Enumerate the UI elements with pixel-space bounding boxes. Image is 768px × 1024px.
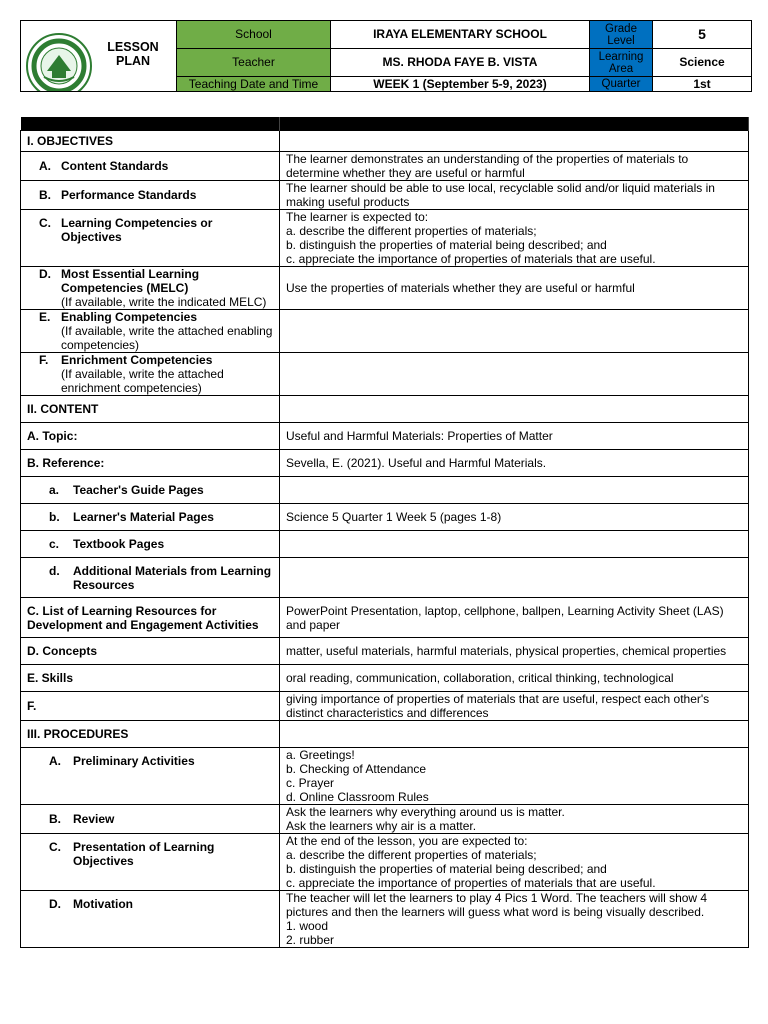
- content-standards-label: Content Standards: [61, 159, 169, 173]
- table-row: [21, 423, 749, 450]
- table-row: a. Teacher's Guide Pages: [21, 477, 749, 504]
- preliminary-activities-label: Preliminary Activities: [73, 754, 195, 768]
- additional-materials-label: Additional Materials from Learning Resources: [73, 563, 272, 592]
- logo-cell: [21, 21, 177, 92]
- learning-area-value: Science: [653, 49, 752, 77]
- learning-area-label: Learning Area: [590, 49, 653, 77]
- quarter-value: 1st: [653, 77, 752, 92]
- teachers-guide-label: Teacher's Guide Pages: [73, 483, 204, 497]
- procedures-heading: III. PROCEDURES: [21, 721, 280, 748]
- enabling-competencies-value: [280, 310, 749, 353]
- table-row: [21, 638, 749, 665]
- black-header-bar: [21, 117, 749, 131]
- resources-value: PowerPoint Presentation, laptop, cellphone, ballpen, Learning Activity Sheet (LAS) and paper: [280, 598, 749, 638]
- table-row: D. Most Essential Learning Competencies (MELC) (If available, write the indicated MELC) Use the properties of materials whether they are useful or harmful: [21, 267, 749, 310]
- values-label: F.: [21, 692, 280, 721]
- additional-materials-value: [280, 558, 749, 598]
- header-table: [20, 20, 752, 92]
- values-value: giving importance of properties of materials that are useful, respect each other's distinct characteristics and differences: [280, 692, 749, 721]
- skills-label: E. Skills: [21, 665, 280, 692]
- table-row: [21, 665, 749, 692]
- learners-material-label: Learner's Material Pages: [73, 510, 214, 524]
- table-row: [21, 598, 749, 638]
- performance-standards-value: The learner should be able to use local, recyclable solid and/or liquid materials in making useful products: [280, 181, 749, 210]
- enrichment-competencies-label: Enrichment Competencies: [61, 353, 213, 367]
- section-row: [21, 131, 749, 152]
- table-row: d. Additional Materials from Learning Resources: [21, 558, 749, 598]
- quarter-label: Quarter: [590, 77, 653, 92]
- table-row: B. Performance Standards The learner should be able to use local, recyclable solid and/or liquid materials in making useful products: [21, 181, 749, 210]
- reference-value: Sevella, E. (2021). Useful and Harmful Materials.: [280, 450, 749, 477]
- section-row: [21, 721, 749, 748]
- concepts-label: D. Concepts: [21, 638, 280, 665]
- grade-level-value: 5: [653, 21, 752, 49]
- learning-competencies-value: The learner is expected to: a. describe the different properties of materials; b. distinguish the properties of material being described; and c. appreciate the importance of properties of materials that are useful.: [280, 210, 749, 267]
- table-row: A. Preliminary Activities a. Greetings! b. Checking of Attendance c. Prayer d. Online Classroom Rules: [21, 748, 749, 805]
- teacher-label: Teacher: [177, 49, 331, 77]
- table-row: F. Enrichment Competencies (If available, write the attached enrichment competencies): [21, 353, 749, 396]
- grade-level-label: Grade Level: [590, 21, 653, 49]
- motivation-label: Motivation: [73, 897, 133, 911]
- school-seal-logo: [26, 33, 92, 92]
- date-value: WEEK 1 (September 5-9, 2023): [331, 77, 590, 92]
- review-value: Ask the learners why everything around us is matter. Ask the learners why air is a matter.: [280, 805, 749, 834]
- table-row: C. Presentation of Learning Objectives At the end of the lesson, you are expected to: a. describe the different properties of materials; b. distinguish the properties of material being described; and c. appreciate the importance of properties of materials that are useful.: [21, 834, 749, 891]
- table-row: A. Content Standards The learner demonstrates an understanding of the properties of materials to determine whether they are useful or harmful: [21, 152, 749, 181]
- table-row: b. Learner's Material Pages Science 5 Quarter 1 Week 5 (pages 1-8): [21, 504, 749, 531]
- resources-label: C. List of Learning Resources for Development and Engagement Activities: [21, 598, 280, 638]
- school-label: School: [177, 21, 331, 49]
- learning-competencies-label: Learning Competencies or Objectives: [61, 216, 213, 244]
- melc-value: Use the properties of materials whether they are useful or harmful: [280, 267, 749, 310]
- concepts-value: matter, useful materials, harmful materials, physical properties, chemical properties: [280, 638, 749, 665]
- teachers-guide-value: [280, 477, 749, 504]
- preliminary-activities-value: a. Greetings! b. Checking of Attendance c. Prayer d. Online Classroom Rules: [280, 748, 749, 805]
- table-row: D. Motivation The teacher will let the learners to play 4 Pics 1 Word. The teachers will show 4 pictures and then the learners will guess what word is being visually described. 1. wood 2. rubber: [21, 891, 749, 948]
- enrichment-note: (If available, write the attached enrichment competencies): [61, 367, 224, 395]
- textbook-pages-label: Textbook Pages: [73, 537, 165, 551]
- section-row: [21, 396, 749, 423]
- teacher-value: MS. RHODA FAYE B. VISTA: [331, 49, 590, 77]
- table-row: [21, 450, 749, 477]
- textbook-pages-value: [280, 531, 749, 558]
- melc-label: Most Essential Learning Competencies (MELC): [61, 267, 200, 295]
- table-row: [21, 692, 749, 721]
- lesson-plan-table: [20, 117, 749, 948]
- review-label: Review: [73, 812, 115, 826]
- school-value: IRAYA ELEMENTARY SCHOOL: [331, 21, 590, 49]
- skills-value: oral reading, communication, collaboration, critical thinking, technological: [280, 665, 749, 692]
- enrichment-competencies-value: [280, 353, 749, 396]
- learners-material-value: Science 5 Quarter 1 Week 5 (pages 1-8): [280, 504, 749, 531]
- topic-label: A. Topic:: [21, 423, 280, 450]
- lesson-plan-title: LESSON PLAN: [107, 40, 159, 68]
- presentation-objectives-label: Presentation of Learning Objectives: [73, 840, 215, 868]
- table-row: C. Learning Competencies or Objectives The learner is expected to: a. describe the different properties of materials; b. distinguish the properties of material being described; and c. appreciate the importance of properties of materials that are useful.: [21, 210, 749, 267]
- date-label: Teaching Date and Time: [177, 77, 331, 92]
- enabling-competencies-label: Enabling Competencies: [61, 310, 198, 324]
- enabling-note: (If available, write the attached enabling competencies): [61, 324, 273, 352]
- performance-standards-label: Performance Standards: [61, 188, 197, 202]
- reference-label: B. Reference:: [21, 450, 280, 477]
- content-standards-value: The learner demonstrates an understanding of the properties of materials to determine whether they are useful or harmful: [280, 152, 749, 181]
- melc-note: (If available, write the indicated MELC): [61, 295, 267, 309]
- presentation-objectives-value: At the end of the lesson, you are expected to: a. describe the different properties of materials; b. distinguish the properties of material being described; and c. appreciate the importance of properties of materials that are useful.: [280, 834, 749, 891]
- objectives-heading: I. OBJECTIVES: [21, 131, 280, 152]
- table-row: c. Textbook Pages: [21, 531, 749, 558]
- table-row: E. Enabling Competencies (If available, write the attached enabling competencies): [21, 310, 749, 353]
- topic-value: Useful and Harmful Materials: Properties of Matter: [280, 423, 749, 450]
- table-row: B. Review Ask the learners why everything around us is matter. Ask the learners why air is a matter.: [21, 805, 749, 834]
- motivation-value: The teacher will let the learners to play 4 Pics 1 Word. The teachers will show 4 pictures and then the learners will guess what word is being visually described. 1. wood 2. rubber: [280, 891, 749, 948]
- content-heading: II. CONTENT: [21, 396, 280, 423]
